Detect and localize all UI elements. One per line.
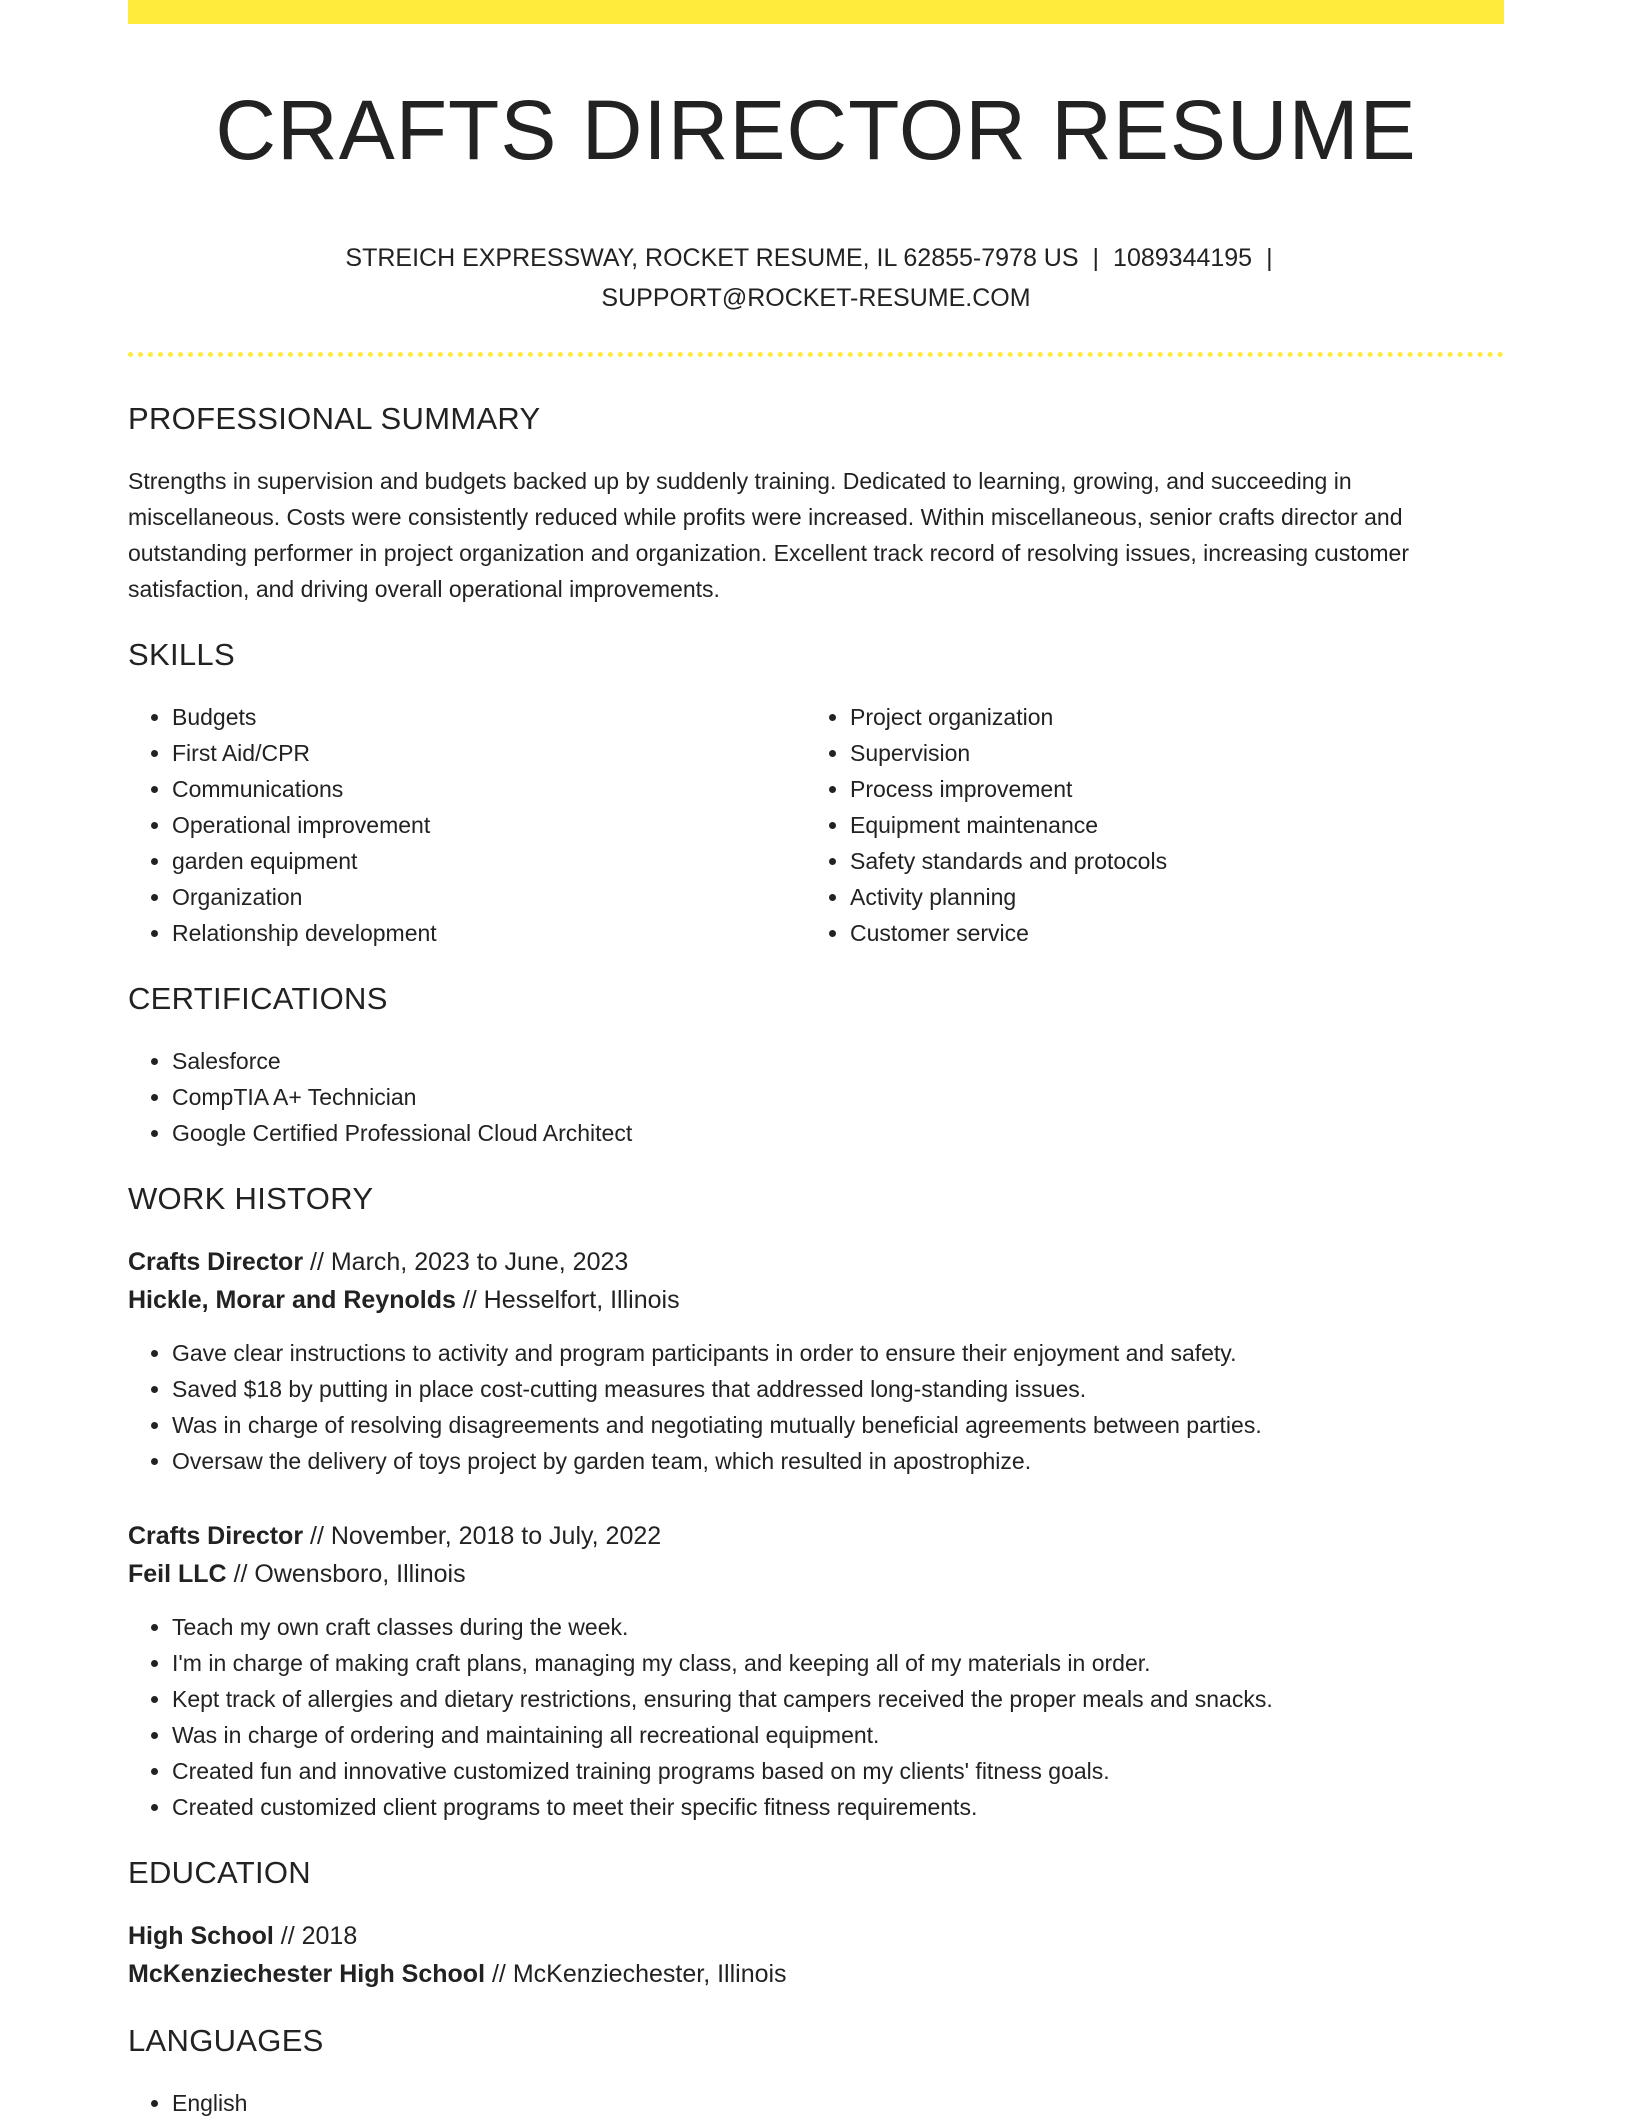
skill-item: • Organization (172, 879, 806, 915)
job-location: // Owensboro, Illinois (233, 1560, 466, 1589)
skills-column-right (806, 699, 1484, 951)
job-company-line (128, 1281, 1504, 1319)
certifications-heading: CERTIFICATIONS (128, 981, 388, 1017)
skill-item: • Customer service (850, 915, 1484, 951)
job-company-line (128, 1555, 1504, 1593)
skill-item: • Communications (172, 771, 806, 807)
job-company: Feil LLC (128, 1560, 227, 1589)
education-heading: EDUCATION (128, 1855, 311, 1891)
job-bullet: • Gave clear instructions to activity and program participants in order to ensure their enjoyment and safety. (172, 1335, 1504, 1371)
contact-separator: | (1092, 244, 1100, 273)
contact-separator: | (1266, 244, 1273, 273)
contact-info (326, 238, 1306, 318)
skill-item: • Budgets (172, 699, 806, 735)
job-bullets (128, 1609, 1504, 1825)
resume-page (128, 0, 1504, 2121)
header-divider (128, 352, 1504, 357)
skills-grid (128, 699, 1504, 951)
skill-item: • First Aid/CPR (172, 735, 806, 771)
job-bullet: • Kept track of allergies and dietary restrictions, ensuring that campers received the proper meals and snacks. (172, 1681, 1504, 1717)
skill-item: • Safety standards and protocols (850, 843, 1484, 879)
job-role-line (128, 1243, 1504, 1281)
skills-list-right (806, 699, 1484, 951)
skills-list-left (128, 699, 806, 951)
summary-heading: PROFESSIONAL SUMMARY (128, 401, 541, 437)
education-degree-line (128, 1917, 1504, 1955)
work-history-heading: WORK HISTORY (128, 1181, 374, 1217)
job-bullet: • I'm in charge of making craft plans, managing my class, and keeping all of my materials in order. (172, 1645, 1504, 1681)
skills-heading: SKILLS (128, 637, 235, 673)
skill-item: • Project organization (850, 699, 1484, 735)
job-role: Crafts Director (128, 1248, 304, 1277)
certifications-list (128, 1043, 1504, 1151)
job-location: // Hesselfort, Illinois (462, 1286, 680, 1315)
job-bullet: • Created fun and innovative customized training programs based on my clients' fitness goals. (172, 1753, 1504, 1789)
skills-column-left (128, 699, 806, 951)
job-dates: // March, 2023 to June, 2023 (310, 1248, 629, 1277)
skill-item: • Operational improvement (172, 807, 806, 843)
education-school: McKenziechester High School (128, 1960, 486, 1989)
contact-address: STREICH EXPRESSWAY, ROCKET RESUME, IL 62855-7978 US (345, 244, 1079, 273)
skill-item: • Equipment maintenance (850, 807, 1484, 843)
languages-list (128, 2085, 1504, 2121)
job-company: Hickle, Morar and Reynolds (128, 1286, 456, 1315)
certification-item: • Google Certified Professional Cloud Architect (172, 1115, 1504, 1151)
top-accent-bar (128, 0, 1504, 24)
language-item: • English (172, 2085, 1504, 2121)
contact-phone: 1089344195 (1113, 244, 1253, 273)
job-bullet: • Oversaw the delivery of toys project by garden team, which resulted in apostrophize. (172, 1443, 1504, 1479)
skill-item: • garden equipment (172, 843, 806, 879)
job-entry (128, 1517, 1504, 1825)
job-role: Crafts Director (128, 1522, 304, 1551)
certification-item: • CompTIA A+ Technician (172, 1079, 1504, 1115)
resume-title: CRAFTS DIRECTOR RESUME (215, 83, 1417, 177)
job-bullet: • Was in charge of resolving disagreements and negotiating mutually beneficial agreements between parties. (172, 1407, 1504, 1443)
skill-item: • Relationship development (172, 915, 806, 951)
skill-item: • Supervision (850, 735, 1484, 771)
education-location: // McKenziechester, Illinois (491, 1960, 787, 1989)
job-dates: // November, 2018 to July, 2022 (310, 1522, 662, 1551)
summary-text: Strengths in supervision and budgets backed up by suddenly training. Dedicated to learning, growing, and succeeding in miscellaneous. Costs were consistently reduced while profits were increased. Within miscellaneous, senior crafts director and outstanding performer in project organization and organization. Excellent track record of resolving issues, increasing customer satisfaction, and driving overall operational improvements. (128, 468, 1409, 603)
job-bullet: • Created customized client programs to meet their specific fitness requirements. (172, 1789, 1504, 1825)
education-year: // 2018 (280, 1922, 358, 1951)
education-degree: High School (128, 1922, 274, 1951)
languages-heading: LANGUAGES (128, 2023, 324, 2059)
job-bullet: • Saved $18 by putting in place cost-cutting measures that addressed long-standing issues. (172, 1371, 1504, 1407)
job-entry (128, 1243, 1504, 1479)
education-school-line (128, 1955, 1504, 1993)
contact-email: SUPPORT@ROCKET-RESUME.COM (601, 284, 1031, 313)
job-bullet: • Was in charge of ordering and maintaining all recreational equipment. (172, 1717, 1504, 1753)
skill-item: • Activity planning (850, 879, 1484, 915)
job-bullets (128, 1335, 1504, 1479)
certification-item: • Salesforce (172, 1043, 1504, 1079)
skill-item: • Process improvement (850, 771, 1484, 807)
job-role-line (128, 1517, 1504, 1555)
job-bullet: • Teach my own craft classes during the week. (172, 1609, 1504, 1645)
